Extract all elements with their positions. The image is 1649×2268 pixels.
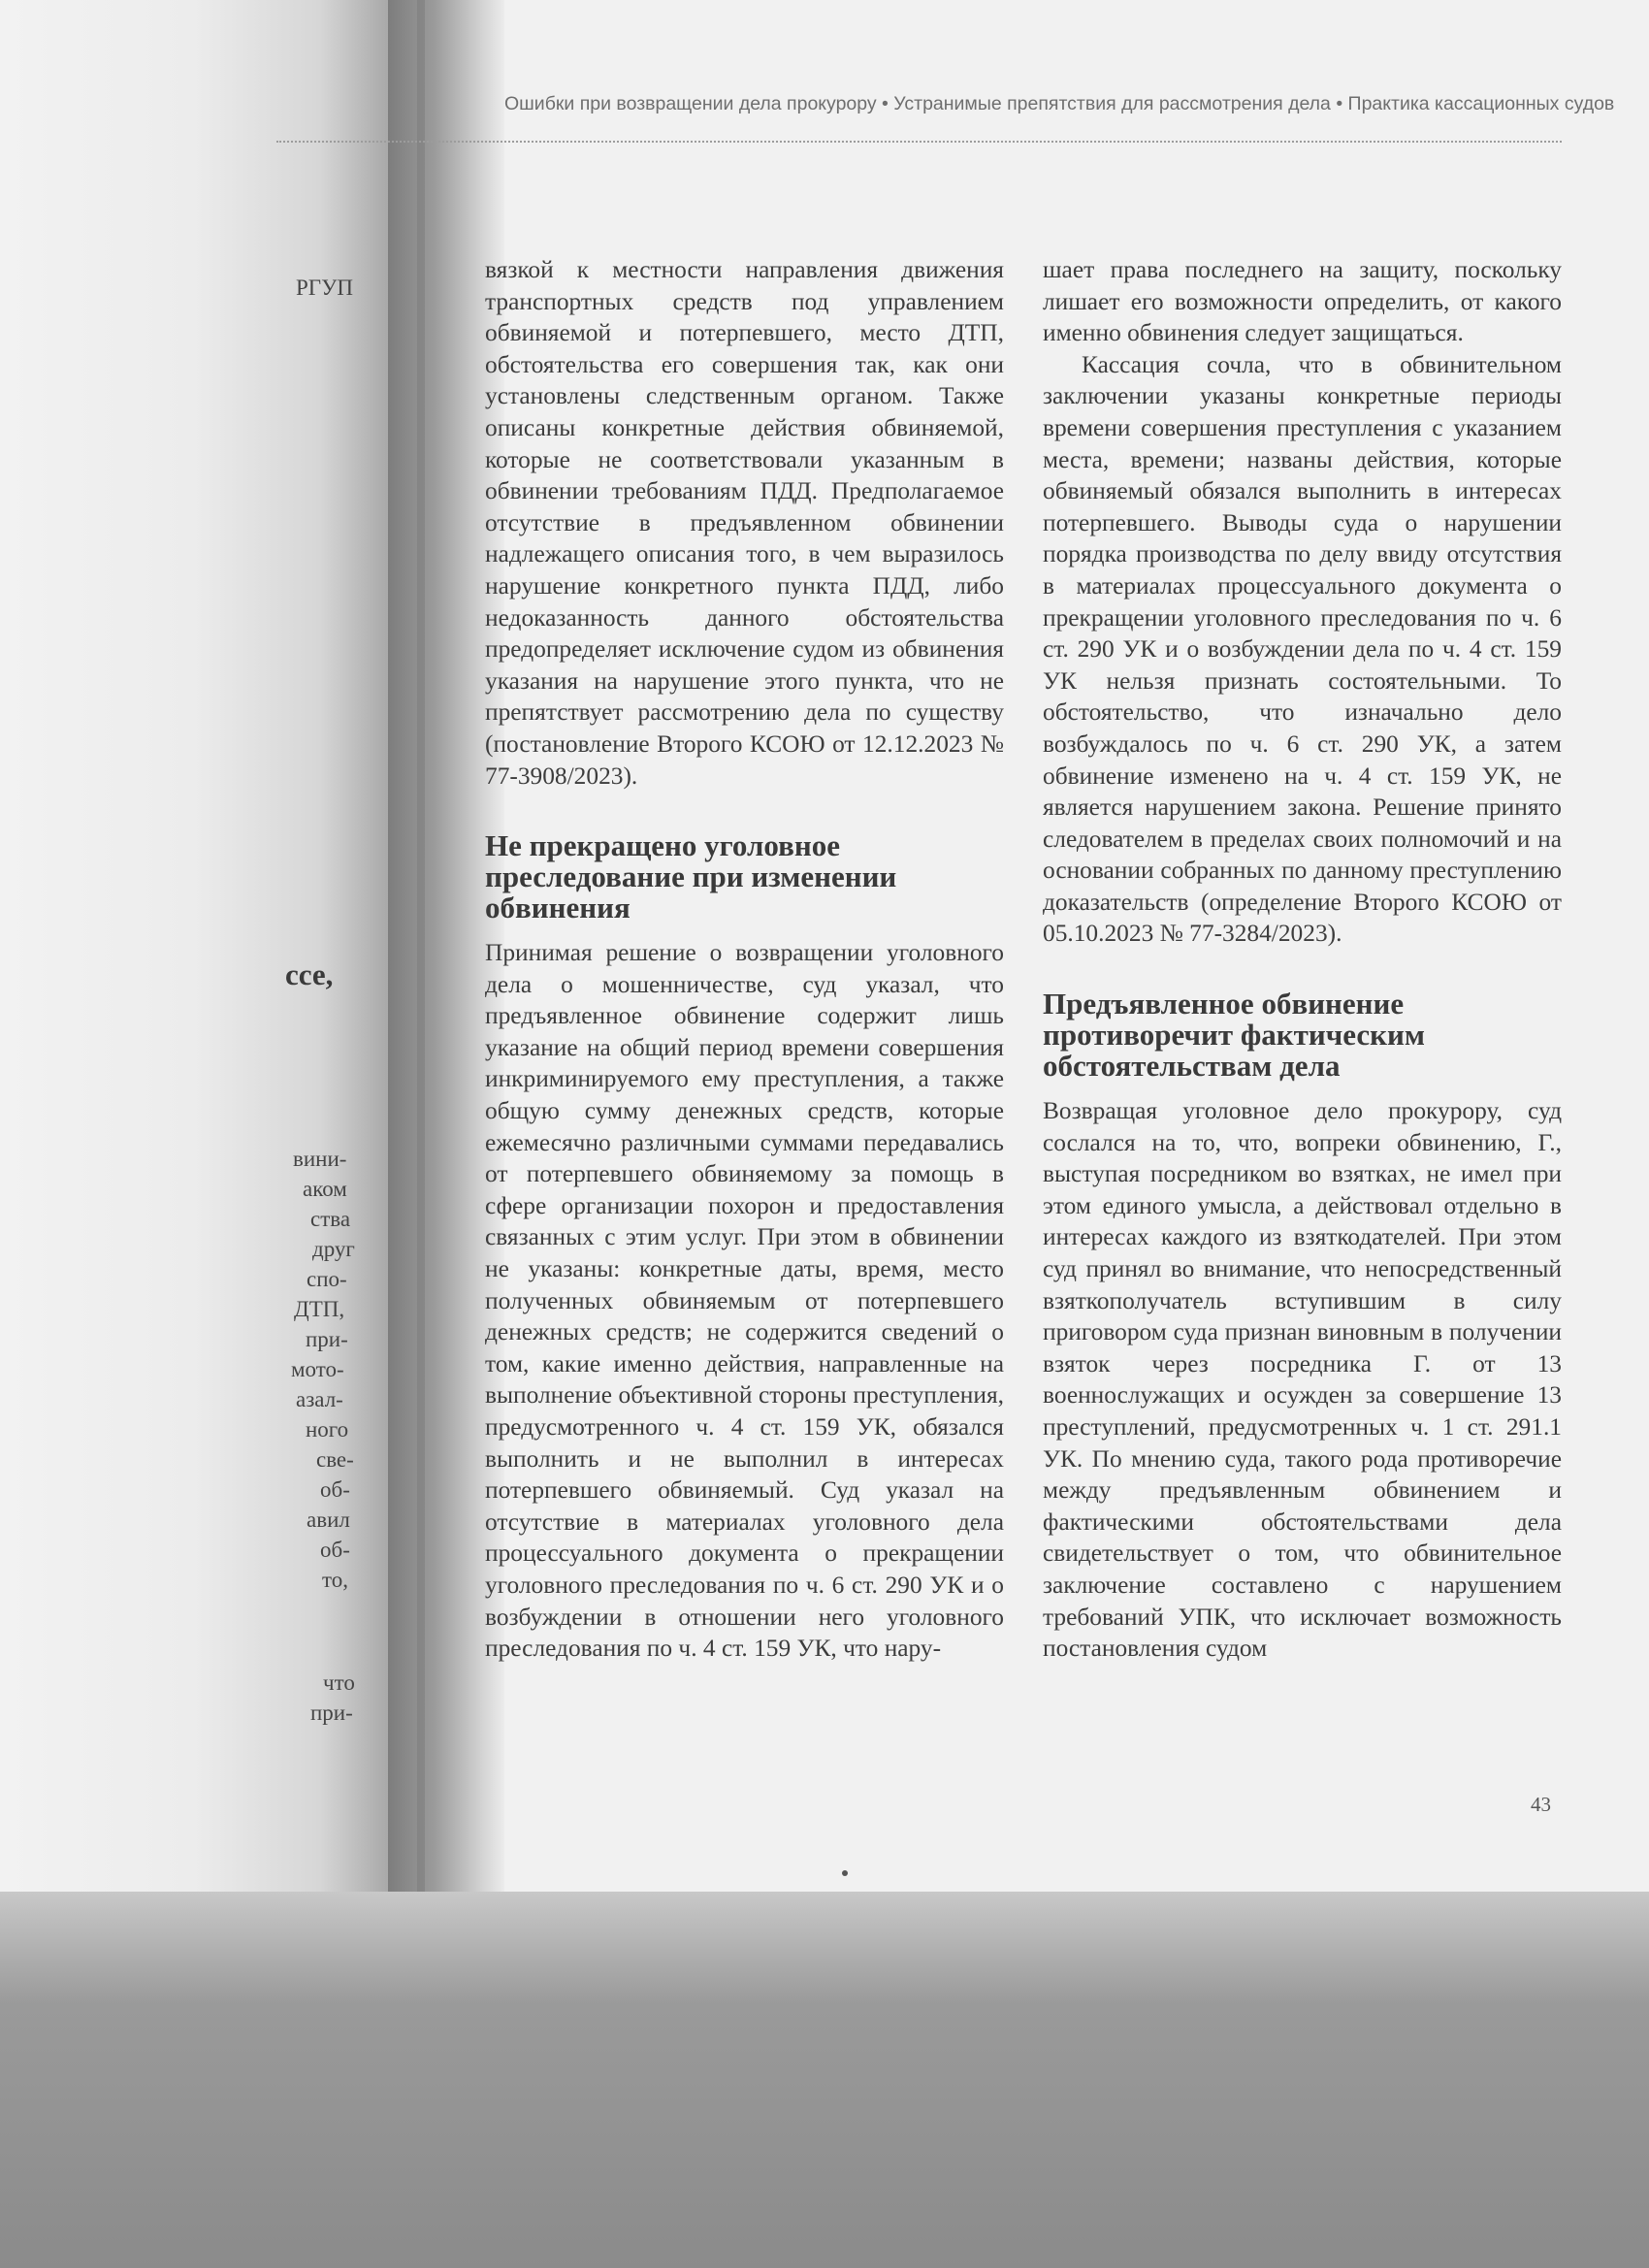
text-column-left <box>485 254 1004 1665</box>
left-fragment: при- <box>306 1327 348 1351</box>
left-fragment: мото- <box>291 1357 344 1381</box>
left-fragment: спо- <box>307 1267 347 1291</box>
left-fragment: то, <box>322 1568 348 1592</box>
left-page <box>0 0 427 1921</box>
book-spine <box>417 0 425 1921</box>
left-fragment: азал- <box>296 1387 343 1411</box>
page-number: 43 <box>1531 1793 1551 1816</box>
left-fragment: об- <box>320 1538 350 1562</box>
paragraph: Возвращая уголовное дело прокурору, суд сослался на то, что, вопреки обвинению, Г., выступая посредником во взятках, не имел при этом единого умысла, а действовал отдельно в интересах каждого из взяткодателей. При этом суд принял во внимание, что непосредственный взяткополучатель вступившим в силу приговором суда признан виновным в получении взяток через посредника Г. от 13 военнослужащих и осужден за совершение 13 преступлений, предусмотренных ч. 1 ст. 291.1 УК. По мнению суда, такого рода противоречие между предъявленным обвинением и фактическими обстоятельствами дела свидетельствует о том, что обвинительное заключение составлено с нарушением требований УПК, что исключает возможность постановления судом <box>1043 1097 1562 1663</box>
left-fragment: ссе, <box>285 957 334 991</box>
left-fragment: све- <box>316 1447 354 1472</box>
left-fragment: ного <box>306 1417 349 1442</box>
text-column-right <box>1043 254 1562 1665</box>
scanner-bed-shadow <box>0 1892 1649 2268</box>
left-fragment: ДТП, <box>294 1297 345 1321</box>
paragraph: вязкой к местности направления движения транспортных средств под управлением обвиняемой и потерпевшего, место ДТП, обстоятельства его совершения так, как они установлены следственным органом. Также описаны конкретные действия обвиняемой, которые не соответствовали указанным в обвинении требованиям ПДД. Предполагаемое отсутствие в предъявленном обвинении надлежащего описания того, в чем выразилось нарушение конкретного пункта ПДД, либо недоказанность данного обстоятельства предопределяет исключение судом из обвинения указания на нарушение этого пункта, что не препятствует рассмотрению дела по существу (постановление Второго КСОЮ от 12.12.2023 № 77-3908/2023). <box>485 256 1004 790</box>
left-fragment: авил <box>307 1507 350 1532</box>
paragraph: шает права последнего на защиту, поскольку лишает его возможности определить, от какого именно обвинения следует защищаться. <box>1043 256 1562 347</box>
left-fragment: что <box>323 1670 355 1695</box>
left-fragment: ства <box>310 1207 351 1231</box>
left-fragment: друг <box>312 1237 355 1261</box>
paragraph: Кассация сочла, что в обвинительном заключении указаны конкретные периоды времени совершения преступления с указанием места, времени; названы действия, которые обвиняемый обязался выполнить в интересах потерпевшего. Выводы суда о нарушении порядка производства по делу ввиду отсутствия в материалах процессуального документа о прекращении уголовного преследования по ч. 6 ст. 290 УК и о возбуждении дела по ч. 4 ст. 159 УК нельзя признать состоятельными. То обстоятельство, что изначально дело возбуждалось по ч. 6 ст. 290 УК, а затем обвинение изменено на ч. 4 ст. 159 УК, не является нарушением закона. Решение принято следователем в пределах своих полномочий и на основании собранных по данному преступлению доказательств (определение Второго КСОЮ от 05.10.2023 № 77-3284/2023). <box>1043 350 1562 948</box>
left-fragment: вини- <box>293 1147 347 1171</box>
section-heading: Не прекращено уголовное преследование при изменении обвинения <box>485 828 897 925</box>
running-header: Ошибки при возвращении дела прокурору • Устранимые препятствия для рассмотрения дела • Практика кассационных судов <box>504 93 1615 114</box>
left-fragment: РГУП <box>296 275 353 300</box>
section-heading: Предъявленное обвинение противоречит фактическим обстоятельствам дела <box>1043 987 1425 1084</box>
left-fragment: при- <box>310 1701 353 1725</box>
header-divider <box>276 141 1562 143</box>
paragraph: Принимая решение о возвращении уголовного дела о мошенничестве, суд указал, что предъявленное обвинение содержит лишь указание на общий период времени совершения инкриминируемого ему преступления, а также общую сумму денежных средств, которые ежемесячно различными суммами передавались от потерпевшего обвиняемому за помощь в сфере организации похорон и предоставления связанных с этим услуг. При этом в обвинении не указаны: конкретные даты, время, место полученных обвиняемым от потерпевшего денежных средств; не содержится сведений о том, какие именно действия, направленные на выполнение объективной стороны преступления, предусмотренного ч. 4 ст. 159 УК, обязался выполнить и не выполнил в интересах потерпевшего обвиняемый. Суд указал на отсутствие в материалах уголовного дела процессуального документа о прекращении уголовного преследования по ч. 6 ст. 290 УК и о возбуждении в отношении него уголовного преследования по ч. 4 ст. 159 УК, что нару- <box>485 939 1004 1663</box>
left-fragment: об- <box>320 1477 350 1502</box>
scan-speck <box>842 1870 848 1876</box>
left-fragment: аком <box>303 1177 347 1201</box>
